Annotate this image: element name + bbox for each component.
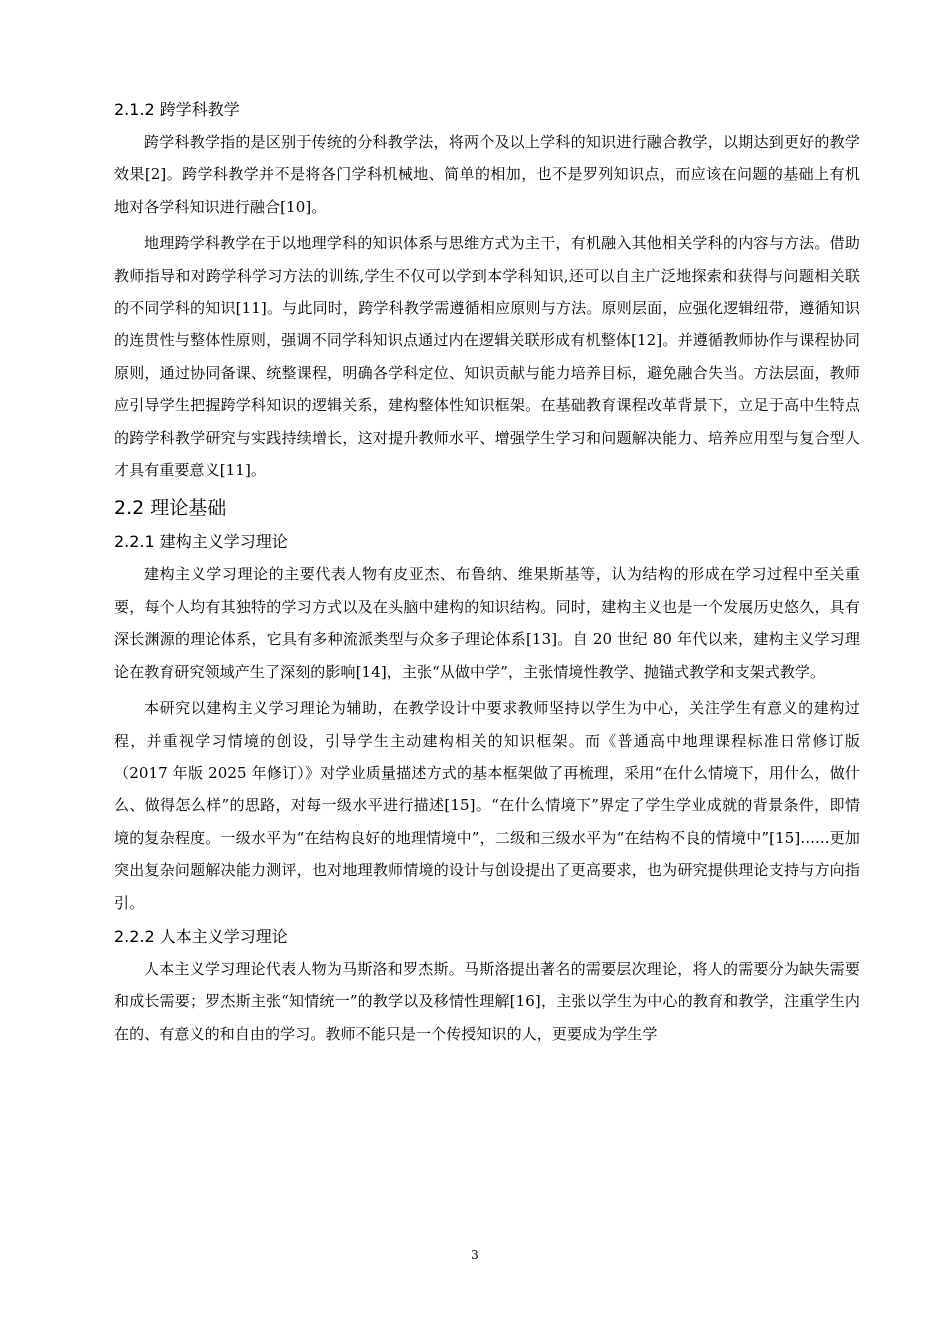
heading-2-2: 2.2 理论基础 [114,497,227,520]
paragraph-2-1-2-a: 跨学科教学指的是区别于传统的分科教学法，将两个及以上学科的知识进行融合教学，以期达到更好的教学效果[2]。跨学科教学并不是将各门学科机械地、简单的相加，也不是罗列知识点，而应该在问题的基础上有机地对各学科知识进行融合[10]。 [114,133,860,216]
heading-2-1-2: 2.1.2 跨学科教学 [114,100,240,119]
heading-2-2-2: 2.2.2 人本主义学习理论 [114,926,288,946]
heading-2-2-1: 2.2.1 建构主义学习理论 [114,532,288,552]
document-body [114,96,860,1054]
paragraph-2-2-1-a: 建构主义学习理论的主要代表人物有皮亚杰、布鲁纳、维果斯基等，认为结构的形成在学习过程中至关重要，每个人均有其独特的学习方式以及在头脑中建构的知识结构。同时，建构主义也是一个发展历史悠久，具有深长渊源的理论体系，它具有多种流派类型与众多子理论体系[13]。自 20 世纪 80 年代以来，建构主义学习理论在教育研究领域产生了深刻的影响[14]，主张“从做中学”，主张情境性教学、抛锚式教学和支架式教学。 [114,565,860,681]
page-number: 3 [471,1248,479,1262]
paragraph-2-2-2-a: 人本主义学习理论代表人物为马斯洛和罗杰斯。马斯洛提出著名的需要层次理论，将人的需要分为缺失需要和成长需要；罗杰斯主张“知情统一”的教学以及移情性理解[16]，主张以学生为中心的教育和教学，注重学生内在的、有意义的和自由的学习。教师不能只是一个传授知识的人，更要成为学生学 [114,959,860,1043]
paragraph-2-2-1-b: 本研究以建构主义学习理论为辅助，在教学设计中要求教师坚持以学生为中心，关注学生有意义的建构过程，并重视学习情境的创设，引导学生主动建构相关的知识框架。而《普通高中地理课程标准日常修订版（2017 年版 2025 年修订）》对学业质量描述方式的基本框架做了再梳理，采用“在什么情境下，用什么，做什么、做得怎么样”的思路，对每一级水平进行描述[15]。“在什么情境下”界定了学生学业成就的背景条件，即情境的复杂程度。一级水平为“在结构良好的地理情境中”，二级和三级水平为“在结构不良的情境中”[15]......更加突出复杂问题解决能力测评，也对地理教师情境的设计与创设提出了更高要求，也为研究提供理论支持与方向指引。 [114,699,860,912]
paragraph-2-1-2-b: 地理跨学科教学在于以地理学科的知识体系与思维方式为主干，有机融入其他相关学科的内容与方法。借助教师指导和对跨学科学习方法的训练,学生不仅可以学到本学科知识,还可以自主广泛地探索和获得与问题相关联的不同学科的知识[11]。与此同时，跨学科教学需遵循相应原则与方法。原则层面，应强化逻辑纽带，遵循知识的连贯性与整体性原则，强调不同学科知识点通过内在逻辑关联形成有机整体[12]。并遵循教师协作与课程协同原则，通过协同备课、统整课程，明确各学科定位、知识贡献与能力培养目标，避免融合失当。方法层面，教师应引导学生把握跨学科知识的逻辑关系，建构整体性知识框架。在基础教育课程改革背景下，立足于高中生特点的跨学科教学研究与实践持续增长，这对提升教师水平、增强学生学习和问题解决能力、培养应用型与复合型人才具有重要意义[11]。 [114,234,860,480]
